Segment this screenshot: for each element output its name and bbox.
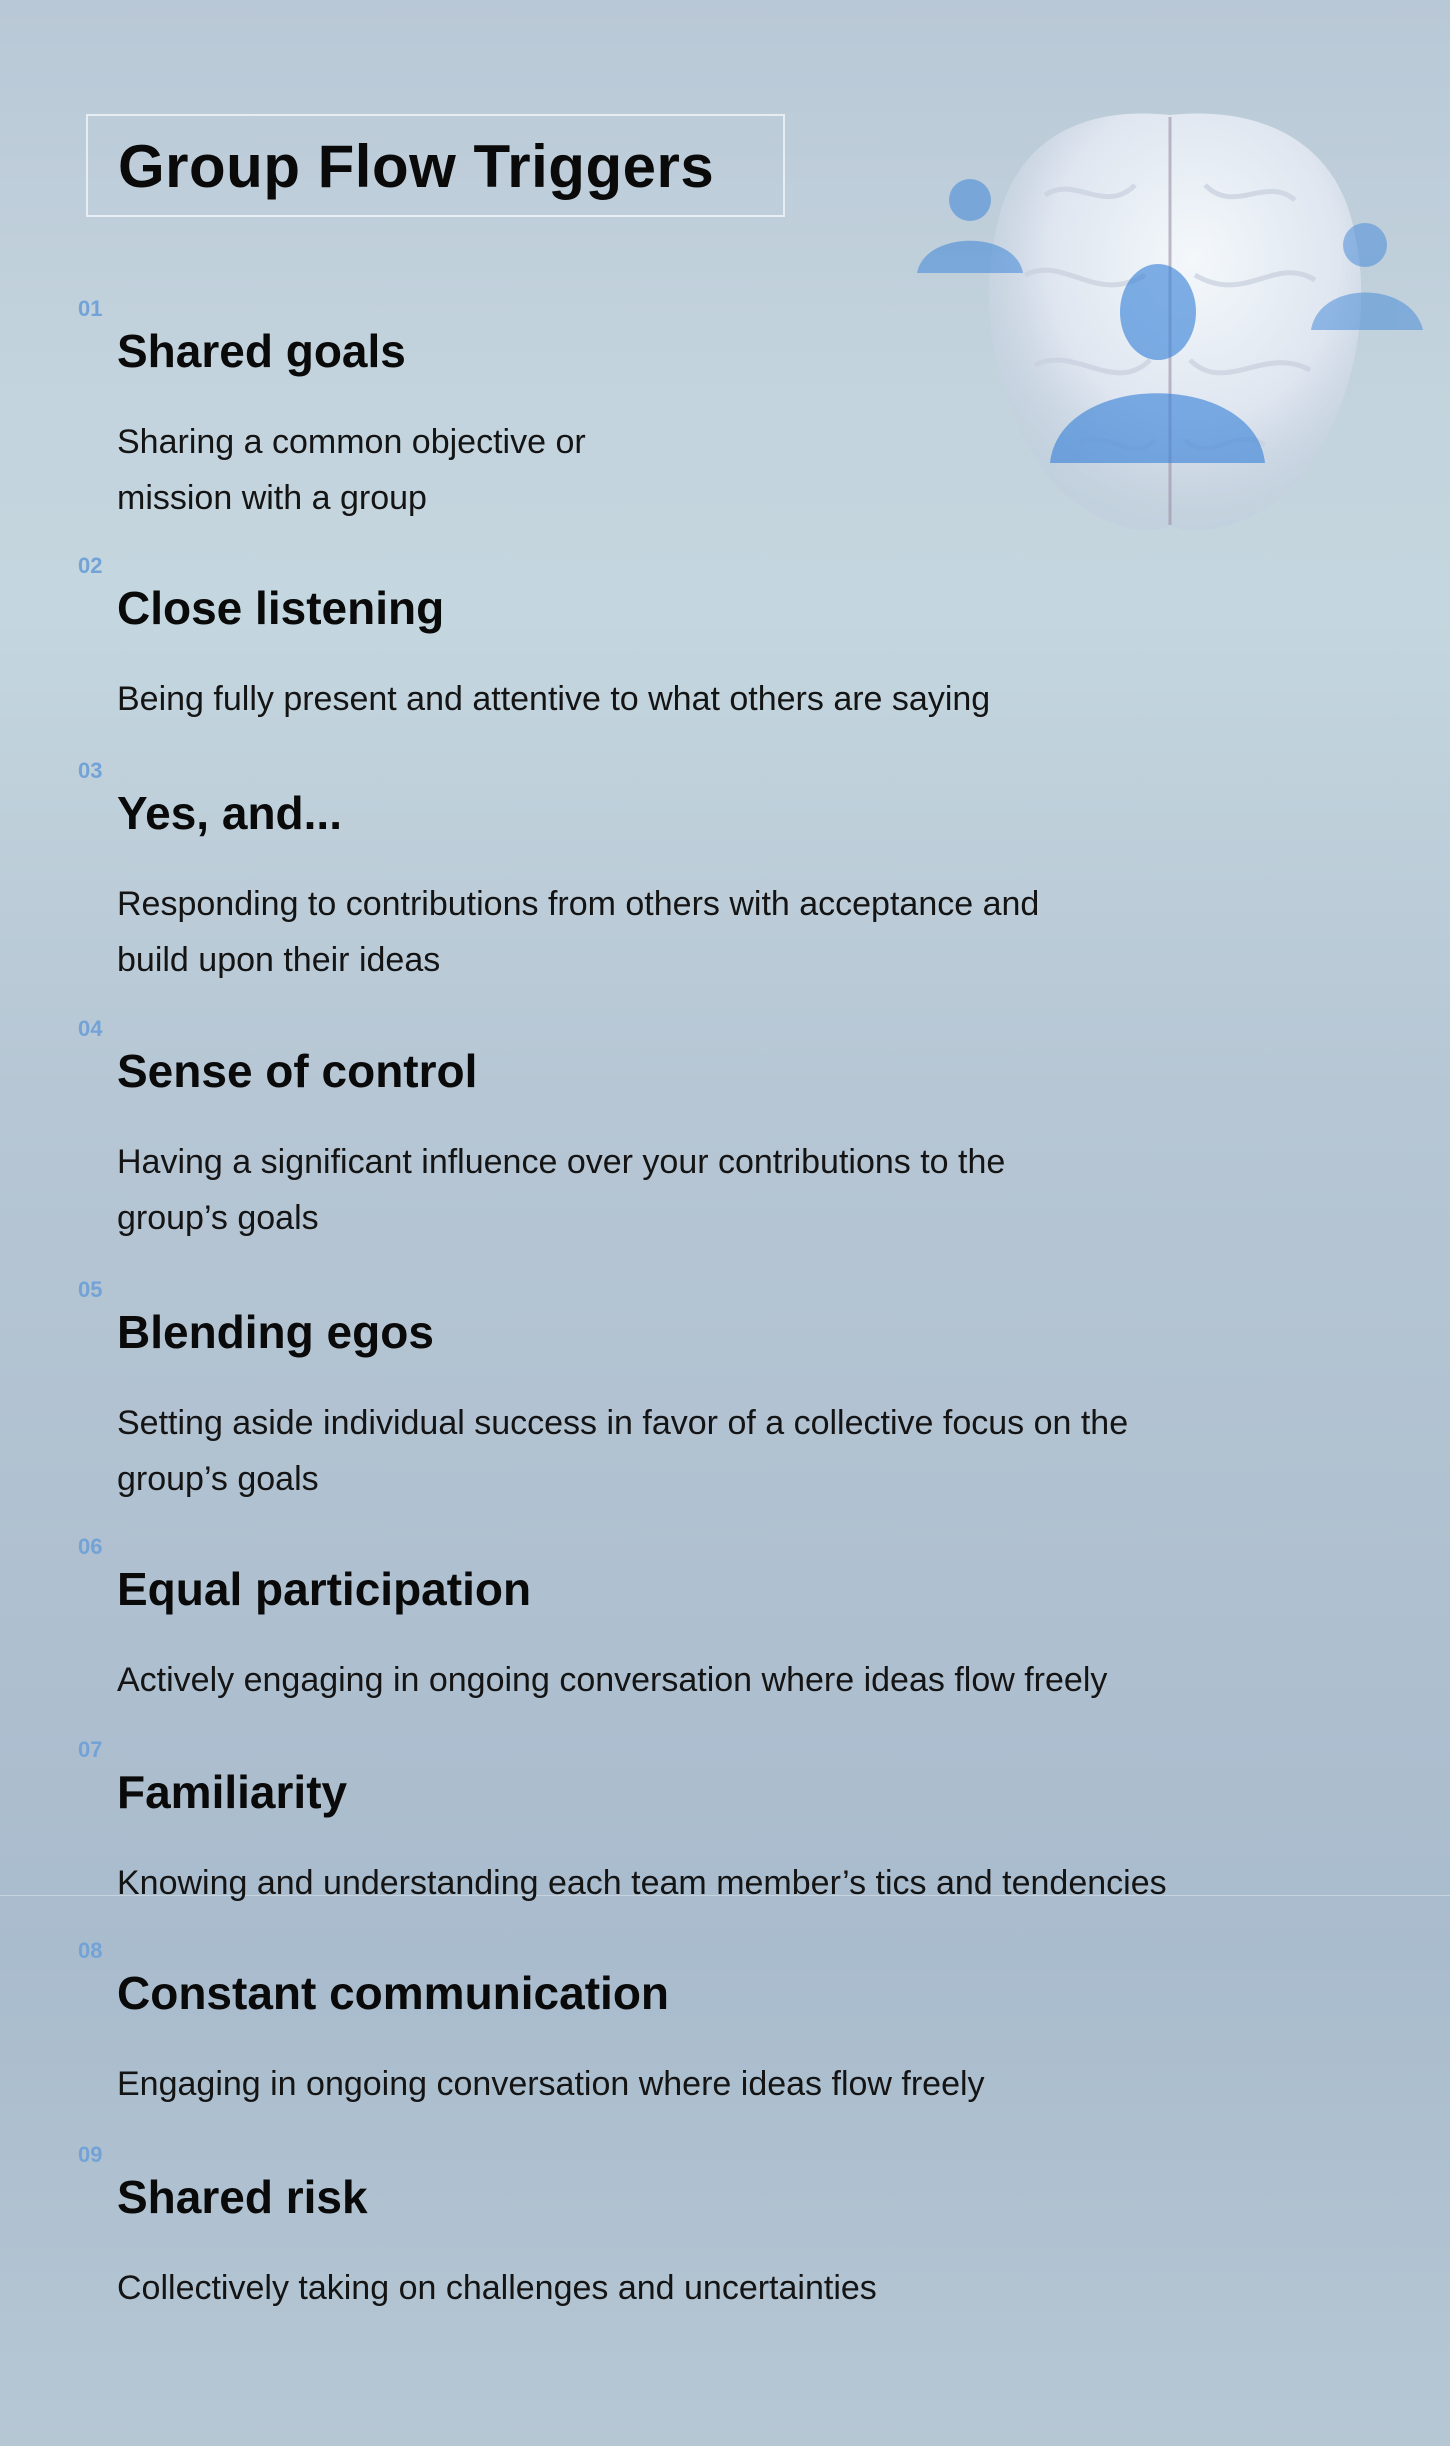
item-description: [117, 1855, 1167, 1911]
title-box: [86, 114, 785, 217]
item-description: [117, 671, 990, 727]
description-line: Knowing and understanding each team member’s tics and tendencies: [117, 1864, 1167, 1902]
item-number: 07: [78, 1737, 103, 1762]
description-line: Responding to contributions from others with acceptance and: [117, 885, 1040, 923]
description-line: Sharing a common objective or: [117, 423, 586, 461]
item-description: [117, 876, 1039, 988]
item-description: [117, 2056, 985, 2112]
description-line: Being fully present and attentive to what others are saying: [117, 680, 991, 718]
item-number: 02: [78, 553, 103, 578]
description-line: Having a significant influence over your contributions to the: [117, 1143, 1006, 1181]
item-description: [117, 1134, 1005, 1246]
page-title: Group Flow Triggers: [118, 133, 715, 200]
item-heading: Shared risk: [117, 2171, 368, 2223]
item-description: [117, 1652, 1107, 1708]
item-heading: Familiarity: [117, 1766, 348, 1818]
item-number: 06: [78, 1534, 103, 1559]
item-number: 04: [78, 1016, 103, 1041]
item-number: 05: [78, 1277, 103, 1302]
item-description: [117, 1395, 1128, 1507]
description-line: build upon their ideas: [117, 941, 441, 979]
brain-illustration: [915, 105, 1425, 545]
item-number: 09: [78, 2142, 103, 2167]
description-line: Actively engaging in ongoing conversation where ideas flow freely: [117, 1661, 1108, 1699]
description-line: Setting aside individual success in favor of a collective focus on the: [117, 1404, 1129, 1442]
description-line: group’s goals: [117, 1199, 319, 1237]
item-heading: Close listening: [117, 582, 445, 634]
description-line: Engaging in ongoing conversation where ideas flow freely: [117, 2065, 985, 2103]
item-heading: Shared goals: [117, 325, 406, 377]
item-heading: Sense of control: [117, 1045, 478, 1097]
item-heading: Constant communication: [117, 1967, 670, 2019]
description-line: mission with a group: [117, 479, 427, 517]
description-line: Collectively taking on challenges and uncertainties: [117, 2269, 877, 2307]
item-number: 03: [78, 758, 103, 783]
item-description: [117, 414, 586, 526]
item-number: 08: [78, 1938, 103, 1963]
item-heading: Blending egos: [117, 1306, 434, 1358]
item-number: 01: [78, 296, 103, 321]
item-heading: Yes, and...: [117, 787, 342, 839]
description-line: group’s goals: [117, 1460, 319, 1498]
item-heading: Equal participation: [117, 1563, 532, 1615]
item-description: [117, 2260, 877, 2316]
